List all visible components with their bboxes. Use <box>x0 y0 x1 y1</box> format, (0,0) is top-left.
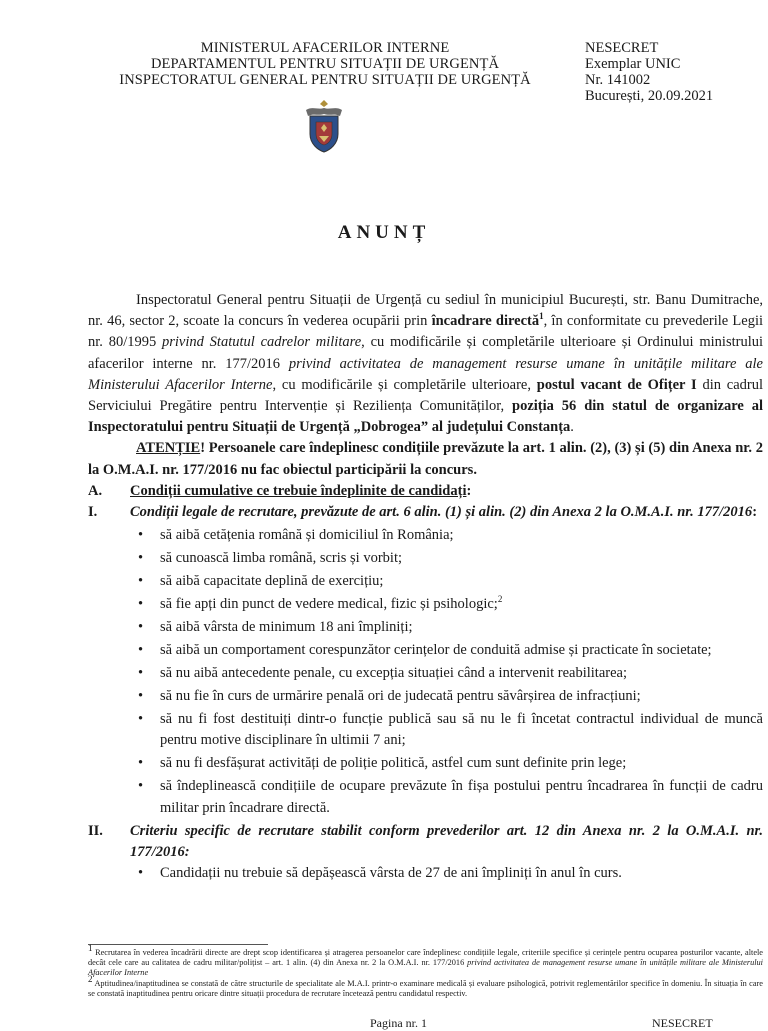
list-item: • să nu fi desfășurat activități de poliție politică, astfel cum sunt definite prin lege; <box>88 753 763 774</box>
section-1-heading <box>88 502 763 523</box>
place-date: București, 20.09.2021 <box>585 88 714 104</box>
legal-conditions-list <box>88 525 763 819</box>
intro-text: , cu modificările și completările ulterioare, <box>272 376 537 393</box>
ministry-name: MINISTERUL AFACERILOR INTERNE <box>200 40 450 56</box>
intro-paragraph <box>88 290 763 438</box>
footnote-1-number: 1 <box>88 943 93 954</box>
list-item: • să îndeplinească condițiile de ocupare prevăzute în fișa postului pentru încadrarea în funcții de cadru militar prin încadrare directă. <box>88 776 763 818</box>
section-1-colon: : <box>752 504 758 521</box>
footnote-2-number: 2 <box>88 974 93 985</box>
list-item <box>88 594 763 615</box>
intro-text: , în conformitate cu prevederile Legii nr. 80/1995 <box>88 313 764 351</box>
inspectorate-name: INSPECTORATUL GENERAL PENTRU SITUAȚII DE URGENȚĂ <box>119 72 531 88</box>
list-item: • să nu fie în curs de urmărire penală ori de judecată pentru săvârșirea de infracțiuni; <box>88 686 763 707</box>
attention-label: ATENȚIE <box>136 440 201 457</box>
header-registration <box>585 40 765 104</box>
footnote-1 <box>88 943 763 978</box>
footnote-2 <box>88 974 763 999</box>
department-name: DEPARTAMENTUL PENTRU SITUAȚII DE URGENȚĂ <box>150 56 500 72</box>
footnote-1-italic: privind activitatea de management resurse umane în unitățile militare ale Ministerului Afacerilor Interne <box>88 958 763 977</box>
intro-text: din cadrul Serviciului Pregătire pentru Intervenție și Reziliența Comunităților, <box>88 376 763 415</box>
list-item: • să nu fi fost destituiți dintr-o funcție publică sau să nu le fi încetat contractul individual de muncă pentru motive disciplinare în ultimii 7 ani; <box>88 709 763 751</box>
copy-label: Exemplar UNIC <box>585 56 681 72</box>
footnote-ref-1: 1 <box>539 311 544 322</box>
list-item: • să aibă capacitate deplină de exercițiu; <box>88 571 763 592</box>
list-item-text: să fie apți din punct de vedere medical, fizic și psihologic; <box>160 596 498 613</box>
section-2-heading <box>88 821 763 863</box>
footnote-1-text: Recrutarea în vederea încadrării directe are drept scop identificarea și atragerea persoanelor care îndeplinesc condițiile legale, criteriile specifice și cerințele pentru ocuparea posturilor vacante, altele decât cele care au calitatea de cadru militar/polițist – art. 1 alin. (4) din Anexa nr. 2 la O.M.A.I. nr. 177/2016 <box>88 948 763 967</box>
footer-classification: NESECRET <box>652 1016 713 1030</box>
intro-text: . <box>570 419 574 436</box>
attention-paragraph <box>88 438 763 480</box>
intro-italic-order: privind activitatea de management resurse umane în unitățile militare ale Ministerului Afacerilor Interne <box>88 355 763 393</box>
list-item: • Candidații nu trebuie să depășească vârsta de 27 de ani împliniți în anul în curs. <box>88 863 763 884</box>
document-body <box>88 290 763 886</box>
section-1-marker: I. <box>88 504 98 521</box>
intro-italic-law: privind Statutul cadrelor militare <box>162 334 362 351</box>
list-item: • să aibă un comportament corespunzător cerințelor de conduită admise și practicate în societate; <box>88 640 763 661</box>
footnote-2-text: Aptitudinea/inaptitudinea se constată de către structurile de specialitate ale M.A.I. printr-o examinare medicală și evaluare psihologică, potrivit reglementărilor specifice în domeniu. În situația în care se constată inaptitudinea pentru oricare dintre situații procedura de recrutare încetează pentru candidatul respectiv. <box>88 979 763 998</box>
footnotes <box>88 943 763 1000</box>
section-a-marker: A. <box>88 482 103 499</box>
list-item: • să cunoască limba română, scris și vorbit; <box>88 548 763 569</box>
coat-of-arms-icon <box>302 98 346 154</box>
section-1-title: Condiții legale de recrutare, prevăzute de art. 6 alin. (1) și alin. (2) din Anexa 2 la O.M.A.I. nr. 177/2016 <box>130 504 753 521</box>
section-a-title: Condiții cumulative ce trebuie îndeplinite de candidați <box>130 482 467 499</box>
page-number: Pagina nr. 1 <box>370 1016 427 1030</box>
section-2-marker: II. <box>88 822 103 839</box>
intro-text: Inspectoratul General pentru Situații de Urgență cu sediul în municipiul București, str. Banu Dumitrache, nr. 46, sector 2, scoate la concurs în vederea ocupării prin <box>88 292 763 330</box>
attention-text: ! Persoanele care îndeplinesc condițiile prevăzute la art. 1 alin. (2), (3) și (5) din Anexa nr. 2 la O.M.A.I. nr. 177/2016 nu fac obiectul participării la concurs. <box>88 440 763 478</box>
section-2-title: Criteriu specific de recrutare stabilit conform prevederilor art. 12 din Anexa nr. 2 la O.M.A.I. nr. 177/2016: <box>130 822 763 860</box>
footnote-separator <box>88 944 268 945</box>
list-item: • să nu aibă antecedente penale, cu excepția situației când a intervenit reabilitarea; <box>88 663 763 684</box>
section-a-colon: : <box>466 482 472 499</box>
document-title: ANUNȚ <box>337 222 431 243</box>
intro-text: , cu modificările și completările ulterioare și Ordinului ministrului afacerilor interne nr. 177/2016 <box>88 334 763 372</box>
specific-criteria-list <box>88 863 763 884</box>
registration-number: Nr. 141002 <box>585 72 651 88</box>
intro-bold-slot: poziția 56 din statul de organizare al Inspectoratului pentru Situații de Urgență „Dobrogea” al județului Constanța <box>88 398 763 436</box>
footnote-ref-2: 2 <box>497 594 503 605</box>
classification-label: NESECRET <box>585 40 659 56</box>
list-item: • să aibă cetățenia română și domiciliul în România; <box>88 525 763 546</box>
intro-bold-position: postul vacant de Ofițer I <box>536 376 697 393</box>
header-institution <box>90 40 560 88</box>
list-item: • să aibă vârsta de minimum 18 ani împliniți; <box>88 617 763 638</box>
intro-bold-direct: încadrare directă <box>431 313 540 330</box>
section-a-heading <box>88 481 763 502</box>
